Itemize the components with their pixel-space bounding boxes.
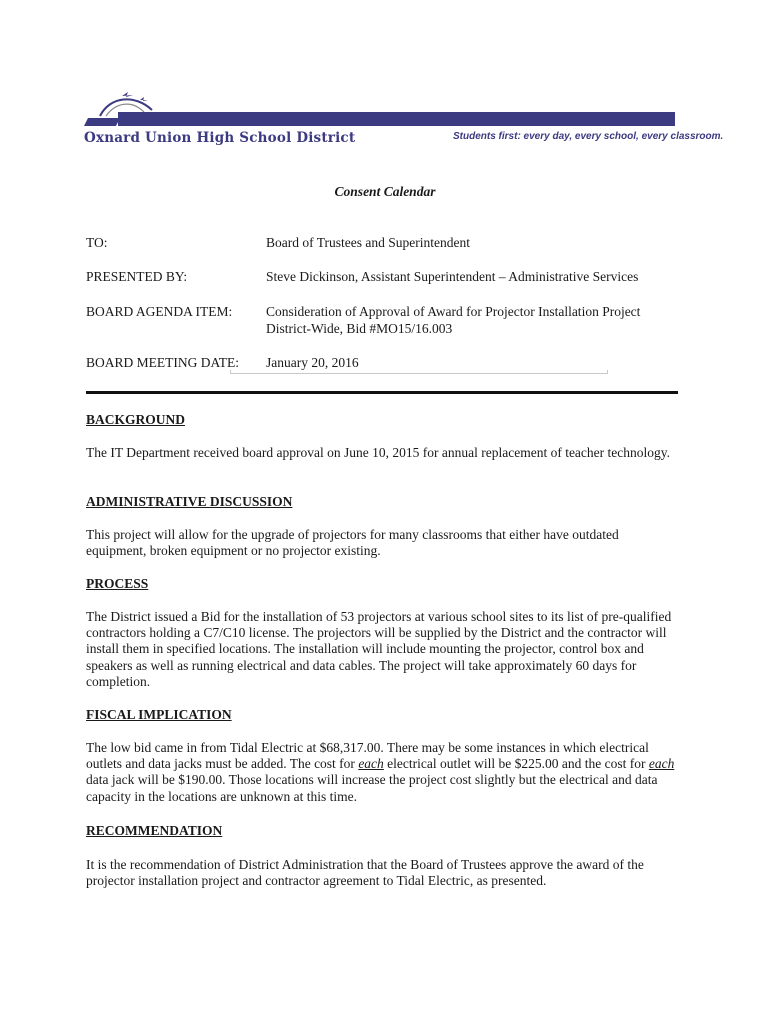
district-letterhead — [80, 86, 724, 156]
to-value: Board of Trustees and Superintendent — [266, 235, 470, 250]
background-heading: BACKGROUND — [86, 412, 186, 427]
fiscal-emphasis-2: each — [648, 756, 675, 772]
presented-by-label: PRESENTED BY: — [86, 269, 188, 284]
process-body: The District issued a Bid for the installation of 53 projectors at various school sites to its list of pre-qualified contractors holding a C7/C10 license. The projectors will be supplied by the District and the contractor will install them in specified locations. The installation will include mounting the projector, control box and speakers as well as running electrical and data cables. The project will take approximately 60 days for completion. — [86, 609, 672, 689]
meeting-date-value: January 20, 2016 — [266, 355, 359, 370]
fiscal-text-2: electrical outlet will be $225.00 and the cost for — [383, 756, 649, 772]
header-divider — [86, 391, 678, 394]
fiscal-heading: FISCAL IMPLICATION — [86, 707, 232, 722]
fiscal-text-1: The low bid came in from Tidal Electric at $68,317.00. There may be some instances in which electrical outlets and data jacks must be added. The cost for — [86, 740, 649, 772]
recommendation-heading: RECOMMENDATION — [86, 823, 223, 838]
letterhead-band — [118, 112, 675, 126]
admin-discussion-heading: ADMINISTRATIVE DISCUSSION — [86, 494, 293, 509]
district-tagline: Students first: every day, every school, every classroom. — [453, 131, 724, 142]
agenda-item-value: Consideration of Approval of Award for Projector Installation Project District-Wide, Bid #MO15/16.003 — [266, 304, 641, 336]
to-label: TO: — [86, 235, 108, 250]
date-field-underline — [230, 370, 608, 374]
fiscal-emphasis-1: each — [358, 756, 384, 772]
admin-discussion-body: This project will allow for the upgrade of projectors for many classrooms that either have outdated equipment, broken equipment or no projector existing. — [86, 527, 619, 559]
process-heading: PROCESS — [86, 576, 149, 591]
background-body: The IT Department received board approval on June 10, 2015 for annual replacement of teacher technology. — [86, 445, 671, 460]
presented-by-value: Steve Dickinson, Assistant Superintendent – Administrative Services — [266, 269, 639, 284]
meeting-date-label: BOARD MEETING DATE: — [86, 355, 239, 370]
district-name: Oxnard Union High School District — [84, 130, 356, 146]
document-type: Consent Calendar — [334, 184, 436, 199]
fiscal-text-3: data jack will be $190.00. Those locations will increase the project cost slightly but the electrical and data capacity in the locations are unknown at this time. — [86, 772, 658, 804]
recommendation-body: It is the recommendation of District Administration that the Board of Trustees approve the award of the projector installation project and contractor agreement to Tidal Electric, as presented. — [86, 857, 644, 889]
agenda-item-label: BOARD AGENDA ITEM: — [86, 304, 233, 319]
fiscal-body — [86, 740, 678, 805]
